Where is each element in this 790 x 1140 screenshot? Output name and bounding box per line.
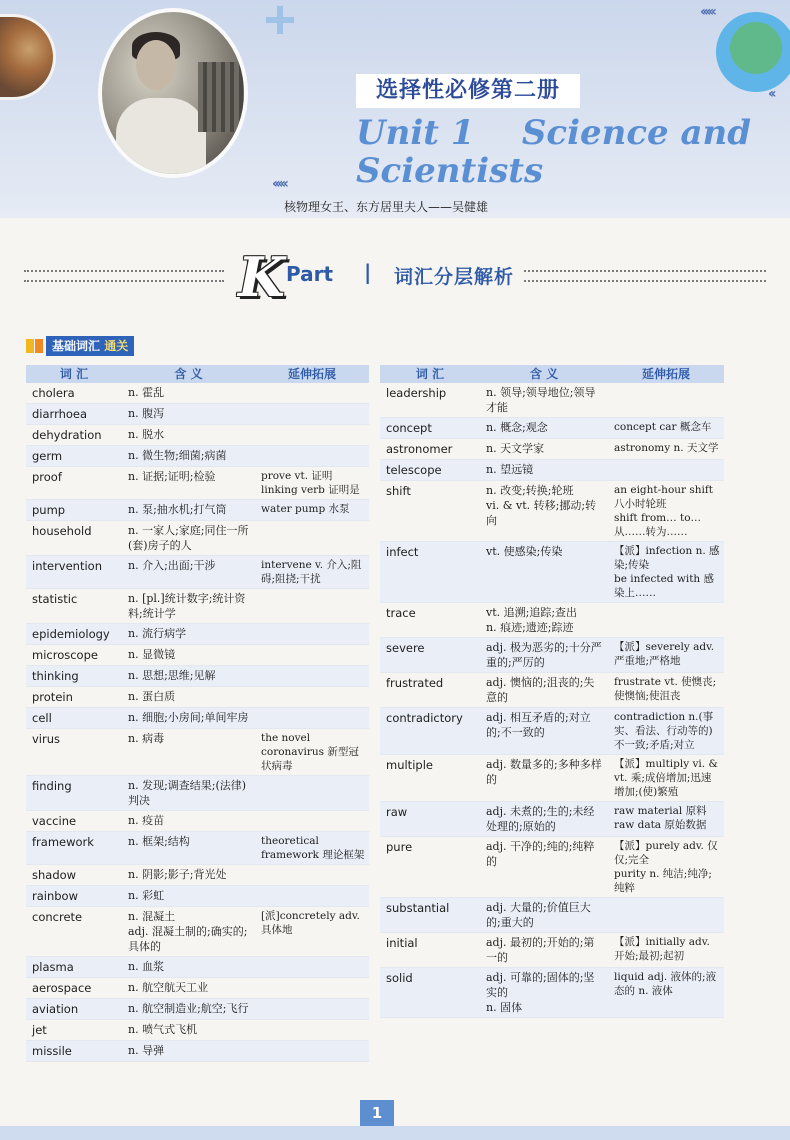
table-row: [26, 978, 369, 999]
table-header-row: [380, 365, 724, 383]
vocab-word: cholera: [26, 383, 122, 404]
vocab-extension: [255, 1041, 369, 1062]
vocab-meaning: adj. 干净的;纯的;纯粹的: [480, 837, 608, 898]
part-heading: [24, 245, 766, 309]
dotted-divider: [24, 270, 224, 272]
vocab-word: microscope: [26, 645, 122, 666]
book-icon: [26, 337, 44, 355]
vocab-word: shift: [380, 481, 480, 542]
vocab-extension: [255, 708, 369, 729]
vocab-word: contradictory: [380, 708, 480, 755]
table-row: [26, 1041, 369, 1062]
vocab-meaning: adj. 未煮的;生的;未经处理的;原始的: [480, 802, 608, 837]
vocab-extension: [255, 957, 369, 978]
scientist-portrait-photo: [98, 8, 248, 178]
vocab-meaning: n. 一家人;家庭;同住一所(套)房子的人: [122, 521, 255, 556]
table-row: [380, 383, 724, 418]
table-row: [26, 556, 369, 589]
vocab-word: cell: [26, 708, 122, 729]
part-separator: |: [364, 260, 372, 284]
vocab-meaning: n. 望远镜: [480, 460, 608, 481]
vocab-word: frustrated: [380, 673, 480, 708]
vocab-extension: [255, 1020, 369, 1041]
vocab-word: jet: [26, 1020, 122, 1041]
vocab-extension: [608, 383, 724, 418]
vocab-extension: [608, 460, 724, 481]
vocab-meaning: n. 霍乱: [122, 383, 255, 404]
table-row: [26, 865, 369, 886]
vocab-word: pump: [26, 500, 122, 521]
table-row: [380, 603, 724, 638]
header-banner: [0, 0, 790, 218]
table-row: [26, 708, 369, 729]
table-row: [380, 968, 724, 1018]
vocab-extension: contradiction n.(事实、看法、行动等的)不一致;矛盾;对立: [608, 708, 724, 755]
vocab-meaning: adj. 极为恶劣的;十分严重的;严厉的: [480, 638, 608, 673]
vocab-word: pure: [380, 837, 480, 898]
vocab-extension: [255, 645, 369, 666]
vocab-word: aerospace: [26, 978, 122, 999]
table-row: [26, 957, 369, 978]
page-number: 1: [360, 1100, 394, 1126]
vocab-word: thinking: [26, 666, 122, 687]
column-header-word: 词 汇: [380, 365, 480, 383]
unit-title: [356, 114, 776, 190]
vocab-meaning: adj. 最初的;开始的;第一的: [480, 933, 608, 968]
part-letter: K: [238, 245, 285, 309]
column-header-extension: 延伸拓展: [608, 365, 724, 383]
column-header-extension: 延伸拓展: [255, 365, 369, 383]
table-row: [26, 521, 369, 556]
vocab-extension: [255, 383, 369, 404]
vocab-meaning: n. 病毒: [122, 729, 255, 776]
vocab-word: concrete: [26, 907, 122, 957]
vocab-meaning: adj. 相互矛盾的;对立的;不一致的: [480, 708, 608, 755]
vocab-meaning: n. 阴影;影子;背光处: [122, 865, 255, 886]
table-row: [26, 811, 369, 832]
vocab-meaning: n. 框架;结构: [122, 832, 255, 865]
vocab-meaning: n. 微生物;细菌;病菌: [122, 446, 255, 467]
table-row: [26, 467, 369, 500]
unit-title-line1: Unit 1 Science and: [356, 113, 752, 153]
vocab-word: astronomer: [380, 439, 480, 460]
table-row: [26, 729, 369, 776]
vocab-meaning: n. 思想;思维;见解: [122, 666, 255, 687]
vocab-extension: [255, 666, 369, 687]
vocab-meaning: n. 改变;转换;轮班 vi. & vt. 转移;挪动;转向: [480, 481, 608, 542]
vocab-extension: [608, 898, 724, 933]
section-label: [26, 336, 134, 356]
vocab-extension: [255, 404, 369, 425]
vocab-meaning: n. 导弹: [122, 1041, 255, 1062]
vocab-extension: frustrate vt. 使懊丧;使懊恼;使沮丧: [608, 673, 724, 708]
vocab-meaning: n. 概念;观念: [480, 418, 608, 439]
table-row: [26, 776, 369, 811]
section-label-sub: 通关: [104, 339, 129, 353]
book-label: 选择性必修第二册: [356, 74, 580, 108]
vocab-extension: [255, 624, 369, 645]
vocab-meaning: adj. 懊恼的;沮丧的;失意的: [480, 673, 608, 708]
vocab-word: vaccine: [26, 811, 122, 832]
vocab-word: initial: [380, 933, 480, 968]
plus-decoration-icon: [266, 6, 294, 34]
vocab-word: missile: [26, 1041, 122, 1062]
vocab-meaning: vt. 使感染;传染: [480, 542, 608, 603]
vocab-extension: [608, 603, 724, 638]
vocab-extension: intervene v. 介入;阻碍;阻挠;干扰: [255, 556, 369, 589]
vocab-word: proof: [26, 467, 122, 500]
vocab-word: aviation: [26, 999, 122, 1020]
vocab-extension: [派]concretely adv. 具体地: [255, 907, 369, 957]
table-row: [26, 999, 369, 1020]
table-row: [380, 837, 724, 898]
vocab-meaning: n. 发现;调查结果;(法律)判决: [122, 776, 255, 811]
table-row: [26, 500, 369, 521]
table-row: [26, 832, 369, 865]
vocab-meaning: n. 领导;领导地位;领导才能: [480, 383, 608, 418]
vocab-word: household: [26, 521, 122, 556]
vocab-word: intervention: [26, 556, 122, 589]
section-label-text: [46, 336, 134, 356]
vocab-extension: [255, 446, 369, 467]
table-row: [26, 666, 369, 687]
vocab-word: epidemiology: [26, 624, 122, 645]
table-row: [26, 404, 369, 425]
vocab-word: infect: [380, 542, 480, 603]
vocab-meaning: n. 天文学家: [480, 439, 608, 460]
vocab-extension: 【派】infection n. 感染;传染 be infected with 感染上……: [608, 542, 724, 603]
vocab-word: concept: [380, 418, 480, 439]
unit-title-line2: Scientists: [356, 151, 544, 191]
vocab-meaning: n. 蛋白质: [122, 687, 255, 708]
arrows-decoration-icon: ‹‹‹‹‹: [272, 176, 286, 192]
table-row: [26, 1020, 369, 1041]
vocab-meaning: adj. 可靠的;固体的;坚实的 n. 固体: [480, 968, 608, 1018]
vocab-word: leadership: [380, 383, 480, 418]
vocab-meaning: n. 混凝土 adj. 混凝土制的;确实的;具体的: [122, 907, 255, 957]
table-row: [26, 383, 369, 404]
vocab-word: virus: [26, 729, 122, 776]
dotted-divider: [524, 280, 766, 282]
vocab-extension: [255, 978, 369, 999]
table-row: [380, 708, 724, 755]
vocab-extension: astronomy n. 天文学: [608, 439, 724, 460]
vocab-meaning: n. 彩虹: [122, 886, 255, 907]
dotted-divider: [524, 270, 766, 272]
table-row: [380, 418, 724, 439]
vocab-meaning: adj. 数量多的;多种多样的: [480, 755, 608, 802]
vocab-table-left: [26, 365, 369, 1062]
vocab-word: statistic: [26, 589, 122, 624]
vocab-extension: [255, 811, 369, 832]
part-title: 词汇分层解析: [394, 266, 515, 288]
table-row: [26, 446, 369, 467]
vocab-word: trace: [380, 603, 480, 638]
vocab-word: plasma: [26, 957, 122, 978]
table-header-row: [26, 365, 369, 383]
vocab-word: finding: [26, 776, 122, 811]
vocab-word: multiple: [380, 755, 480, 802]
photo-caption: 核物理女王、东方居里夫人——吴健雄: [284, 200, 489, 214]
vocab-meaning: n. 泵;抽水机;打气筒: [122, 500, 255, 521]
table-row: [380, 542, 724, 603]
table-row: [26, 589, 369, 624]
table-row: [26, 907, 369, 957]
vocab-extension: prove vt. 证明 linking verb 证明是: [255, 467, 369, 500]
vocab-extension: water pump 水泵: [255, 500, 369, 521]
part-word: Part: [286, 262, 334, 286]
vocab-extension: an eight-hour shift 八小时轮班 shift from… to… 从……转为……: [608, 481, 724, 542]
vocab-word: telescope: [380, 460, 480, 481]
table-row: [26, 425, 369, 446]
vocab-extension: [255, 589, 369, 624]
vocab-meaning: adj. 大量的;价值巨大的;重大的: [480, 898, 608, 933]
column-header-meaning: 含 义: [480, 365, 608, 383]
table-row: [380, 898, 724, 933]
vocab-word: substantial: [380, 898, 480, 933]
table-row: [380, 460, 724, 481]
vocab-word: dehydration: [26, 425, 122, 446]
table-row: [380, 638, 724, 673]
section-label-main: 基础词汇: [52, 339, 101, 353]
table-row: [380, 673, 724, 708]
column-header-word: 词 汇: [26, 365, 122, 383]
vocab-meaning: n. 流行病学: [122, 624, 255, 645]
table-row: [26, 645, 369, 666]
vocab-extension: 【派】purely adv. 仅仅;完全 purity n. 纯洁;纯净;纯粹: [608, 837, 724, 898]
vocab-extension: the novel coronavirus 新型冠状病毒: [255, 729, 369, 776]
vocab-extension: theoretical framework 理论框架: [255, 832, 369, 865]
table-row: [380, 439, 724, 460]
table-row: [26, 624, 369, 645]
table-row: [380, 802, 724, 837]
vocab-extension: [255, 425, 369, 446]
vocab-table-right: [380, 365, 724, 1018]
table-row: [380, 933, 724, 968]
vocab-extension: 【派】severely adv. 严重地;严格地: [608, 638, 724, 673]
vocab-extension: [255, 521, 369, 556]
vocab-word: germ: [26, 446, 122, 467]
vocab-meaning: n. 腹泻: [122, 404, 255, 425]
vocab-meaning: n. 喷气式飞机: [122, 1020, 255, 1041]
table-row: [380, 481, 724, 542]
vocab-extension: [255, 776, 369, 811]
vocab-meaning: n. 航空航天工业: [122, 978, 255, 999]
vocab-word: severe: [380, 638, 480, 673]
vocab-extension: 【派】initially adv. 开始;最初;起初: [608, 933, 724, 968]
arrows-decoration-icon: ‹‹: [768, 86, 774, 102]
vocab-meaning: n. 疫苗: [122, 811, 255, 832]
vocab-word: rainbow: [26, 886, 122, 907]
arrows-decoration-icon: ‹‹‹‹‹: [700, 4, 714, 20]
vocab-meaning: n. [pl.]统计数字;统计资料;统计学: [122, 589, 255, 624]
dotted-divider: [24, 280, 224, 282]
vocab-meaning: n. 介入;出面;干涉: [122, 556, 255, 589]
vocab-word: diarrhoea: [26, 404, 122, 425]
vocab-word: framework: [26, 832, 122, 865]
band-photo: [0, 14, 56, 100]
vocab-word: protein: [26, 687, 122, 708]
vocab-extension: concept car 概念车: [608, 418, 724, 439]
vocab-extension: [255, 865, 369, 886]
vocab-extension: [255, 886, 369, 907]
table-row: [26, 687, 369, 708]
table-row: [26, 886, 369, 907]
vocab-meaning: n. 显微镜: [122, 645, 255, 666]
green-circle-decoration: [730, 22, 782, 74]
vocab-word: shadow: [26, 865, 122, 886]
vocab-extension: [255, 687, 369, 708]
vocab-meaning: vt. 追溯;追踪;查出 n. 痕迹;遗迹;踪迹: [480, 603, 608, 638]
vocab-extension: 【派】multiply vi. & vt. 乘;成倍增加;迅速增加;(使)繁殖: [608, 755, 724, 802]
vocab-word: solid: [380, 968, 480, 1018]
vocab-extension: liquid adj. 液体的;液态的 n. 液体: [608, 968, 724, 1018]
vocab-meaning: n. 脱水: [122, 425, 255, 446]
table-row: [380, 755, 724, 802]
vocab-extension: raw material 原料 raw data 原始数据: [608, 802, 724, 837]
vocab-meaning: n. 血浆: [122, 957, 255, 978]
footer-bar: [0, 1126, 790, 1140]
vocab-word: raw: [380, 802, 480, 837]
column-header-meaning: 含 义: [122, 365, 255, 383]
vocab-meaning: n. 航空制造业;航空;飞行: [122, 999, 255, 1020]
vocab-extension: [255, 999, 369, 1020]
vocab-meaning: n. 证据;证明;检验: [122, 467, 255, 500]
vocab-meaning: n. 细胞;小房间;单间牢房: [122, 708, 255, 729]
